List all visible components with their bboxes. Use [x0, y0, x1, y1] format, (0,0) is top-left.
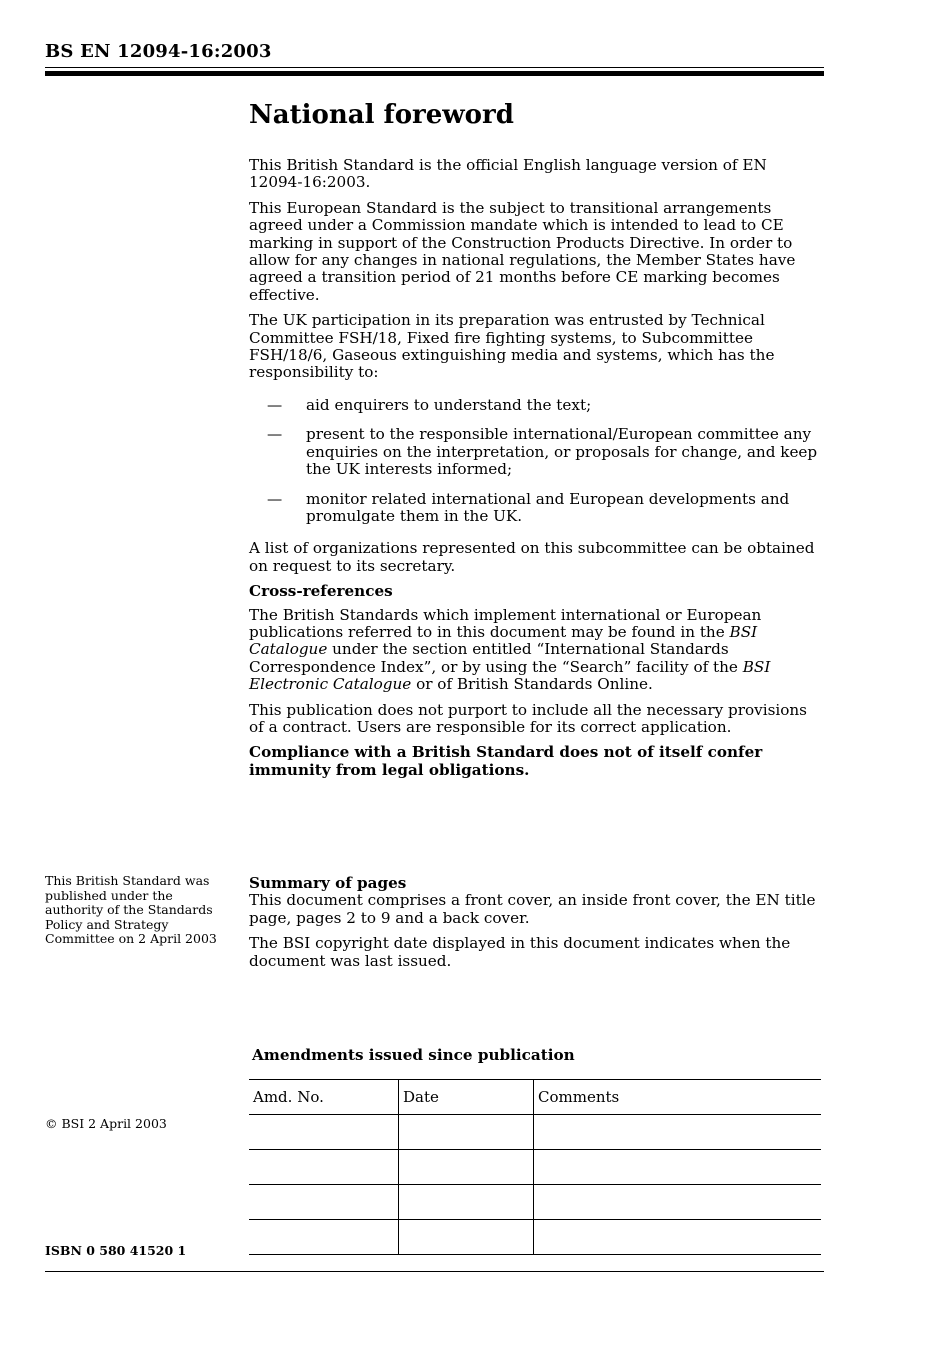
- cross-references-heading: Cross-references: [249, 582, 393, 601]
- table-row: [249, 1220, 821, 1255]
- dash-marker: —: [267, 489, 283, 508]
- list-item-text: monitor related international and European developments and promulgate them in the UK.: [306, 489, 790, 525]
- paragraph-official-version: This British Standard is the official English language version of EN 12094-16:2003.: [249, 156, 767, 192]
- isbn: ISBN 0 580 41520 1: [45, 1243, 187, 1258]
- table-cell: [249, 1115, 399, 1150]
- foreword-body: [249, 157, 824, 787]
- header-rule-thick: [45, 71, 824, 76]
- list-item: [249, 491, 824, 526]
- publication-authority-note: This British Standard was published under the authority of the Standards Policy and Strategy Committee on 2 April 2003: [45, 873, 217, 947]
- table-cell: [249, 1150, 399, 1185]
- page-title: National foreword: [249, 100, 514, 130]
- list-item-text: present to the responsible international/European committee any enquiries on the interpretation, or proposals for change, and keep the UK interests informed;: [306, 425, 818, 479]
- summary-text: This document comprises a front cover, an inside front cover, the EN title page, pages 2 to 9 and a back cover.: [249, 891, 816, 927]
- table-row: [249, 1115, 821, 1150]
- paragraph-transitional: This European Standard is the subject to transitional arrangements agreed under a Commission mandate which is intended to lead to CE marking in support of the Construction Products Directive. In order to allow for any changes in national regulations, the Member States have agreed a transition period of 21 months before CE marking becomes effective.: [249, 198, 796, 304]
- table-header-row: [249, 1080, 821, 1115]
- copyright-notice: © BSI 2 April 2003: [45, 1116, 167, 1131]
- paragraph-cross-references: [249, 607, 824, 694]
- paragraph-contract: This publication does not purport to include all the necessary provisions of a contract. Users are responsible for its correct application.: [249, 700, 807, 736]
- column-header-amd-no: Amd. No.: [249, 1080, 399, 1115]
- table-row: [249, 1150, 821, 1185]
- summary-heading: Summary of pages: [249, 874, 407, 892]
- document-code: BS EN 12094-16:2003: [45, 41, 272, 62]
- table-cell: [534, 1185, 822, 1220]
- amendments-title: Amendments issued since publication: [252, 1046, 575, 1064]
- compliance-note: Compliance with a British Standard does not of itself confer immunity from legal obligations.: [249, 743, 763, 779]
- cross-ref-text-2: under the section entitled “International Standards Correspondence Index”, or by using the “Search” facility of the: [249, 640, 743, 676]
- table-cell: [534, 1115, 822, 1150]
- table-cell: [399, 1150, 534, 1185]
- summary-of-pages: [249, 875, 824, 978]
- table-cell: [534, 1220, 822, 1255]
- header-rule-thin: [45, 67, 824, 68]
- table-cell: [534, 1150, 822, 1185]
- table-row: [249, 1185, 821, 1220]
- copyright-date-note: The BSI copyright date displayed in this document indicates when the document was last issued.: [249, 934, 791, 970]
- cross-ref-text-3: or of British Standards Online.: [411, 675, 653, 694]
- footer-rule: [45, 1271, 824, 1272]
- bsi-electronic-catalogue-title: BSI Electronic Catalogue: [249, 657, 771, 694]
- table-cell: [249, 1220, 399, 1255]
- cross-ref-text-1: The British Standards which implement international or European publications referred to in this document may be found in the: [249, 605, 762, 641]
- paragraph-uk-participation: The UK participation in its preparation was entrusted by Technical Committee FSH/18, Fixed fire fighting systems, to Subcommittee FSH/18/6, Gaseous extinguishing media and systems, which has the responsibility to:: [249, 311, 775, 382]
- table-cell: [399, 1220, 534, 1255]
- column-header-date: Date: [399, 1080, 534, 1115]
- dash-marker: —: [267, 395, 283, 414]
- list-item-text: aid enquirers to understand the text;: [306, 395, 592, 414]
- list-item: [249, 397, 824, 414]
- amendments-table: [249, 1079, 821, 1255]
- paragraph-organizations: A list of organizations represented on this subcommittee can be obtained on request to its secretary.: [249, 539, 815, 575]
- responsibility-list: [249, 397, 824, 525]
- list-item: [249, 426, 824, 478]
- table-cell: [399, 1185, 534, 1220]
- table-cell: [399, 1115, 534, 1150]
- dash-marker: —: [267, 425, 283, 444]
- bsi-catalogue-title: BSI Catalogue: [249, 622, 758, 659]
- column-header-comments: Comments: [534, 1080, 822, 1115]
- table-cell: [249, 1185, 399, 1220]
